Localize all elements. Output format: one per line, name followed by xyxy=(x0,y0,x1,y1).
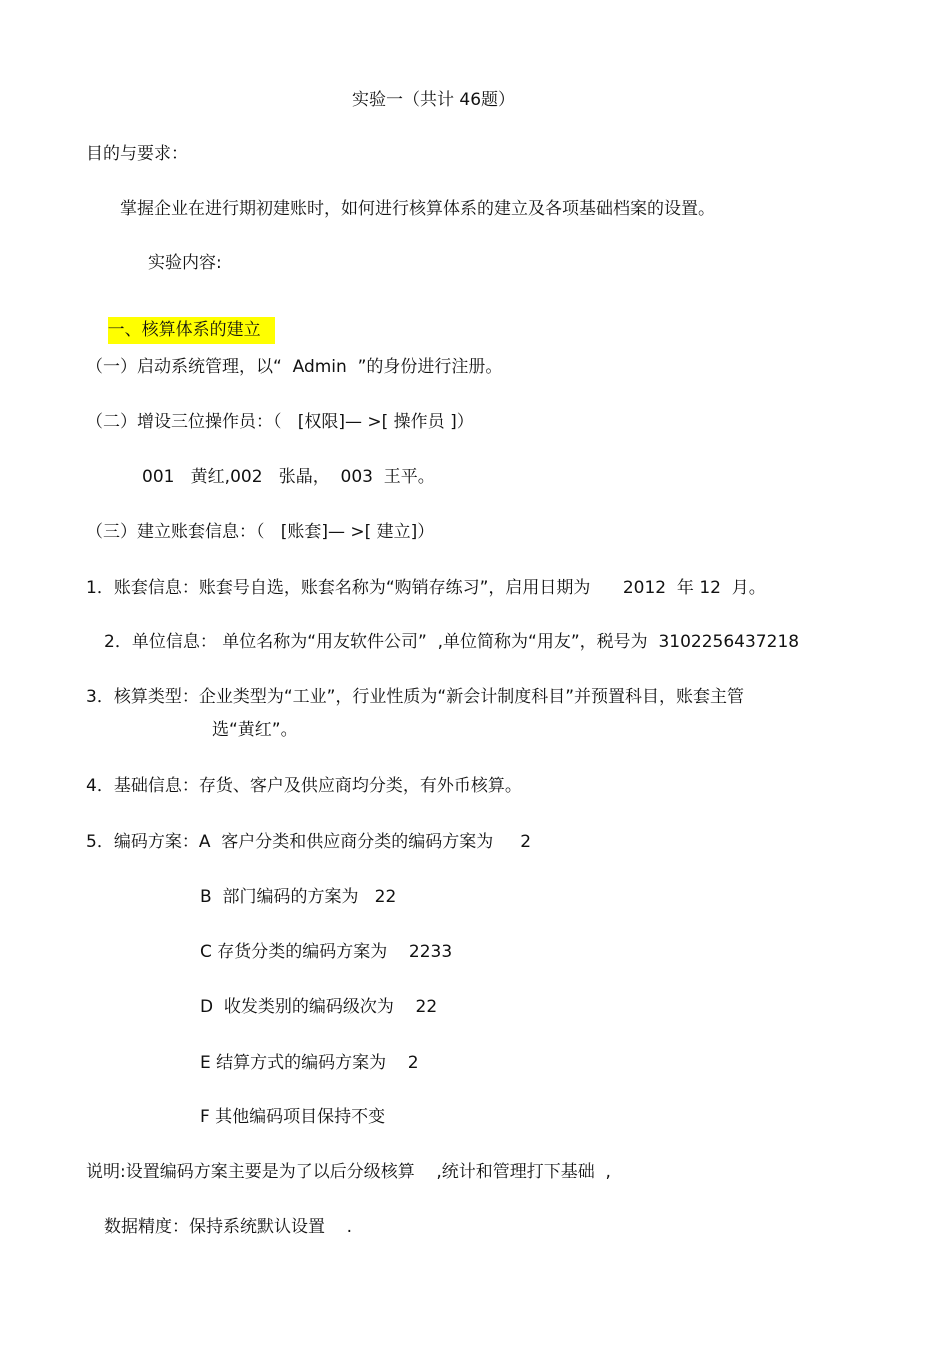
purpose-heading: 目的与要求： xyxy=(86,144,188,164)
step-basic-info: 4．基础信息：存货、客户及供应商均分类，有外币核算。 xyxy=(86,776,522,796)
note-text: 说明:设置编码方案主要是为了以后分级核算 ,统计和管理打下基础 , xyxy=(86,1162,611,1182)
item-start-system: （一）启动系统管理，以“ Admin ”的身份进行注册。 xyxy=(86,357,503,377)
item-add-operators: （二）增设三位操作员：（ [权限]— >[ 操作员 ]） xyxy=(86,412,474,432)
step-coding-scheme: 5．编码方案：A 客户分类和供应商分类的编码方案为 2 xyxy=(86,832,532,852)
step-accounting-type: 3．核算类型：企业类型为“工业”，行业性质为“新会计制度科目”并预置科目，账套主管 xyxy=(86,687,745,707)
purpose-text: 掌握企业在进行期初建账时，如何进行核算体系的建立及各项基础档案的设置。 xyxy=(120,199,715,219)
step-unit-info: 2．单位信息： 单位名称为“用友软件公司” ,单位简称为“用友”，税号为 3102256437218 xyxy=(104,632,800,652)
coding-scheme-e: E 结算方式的编码方案为 2 xyxy=(200,1053,419,1073)
coding-scheme-d: D 收发类别的编码级次为 22 xyxy=(200,997,438,1017)
step-account-info: 1．账套信息：账套号自选，账套名称为“购销存练习”，启用日期为 2012 年 12 月。 xyxy=(86,578,766,598)
item-operators-list: 001 黄红,002 张晶， 003 王平。 xyxy=(142,467,435,487)
item-create-account: （三）建立账套信息：（ [账套]— >[ 建立]） xyxy=(86,522,435,542)
content-heading: 实验内容: xyxy=(148,253,222,273)
section-heading-highlighted xyxy=(86,305,275,356)
coding-scheme-b: B 部门编码的方案为 22 xyxy=(200,887,397,907)
coding-scheme-c: C 存货分类的编码方案为 2233 xyxy=(200,942,453,962)
document-title: 实验一（共计 46题） xyxy=(352,90,516,110)
precision-text: 数据精度：保持系统默认设置 . xyxy=(104,1217,353,1237)
step-accounting-type-cont: 选“黄红”。 xyxy=(212,720,298,740)
section-heading-text: 一、核算体系的建立 xyxy=(108,317,275,344)
coding-scheme-f: F 其他编码项目保持不变 xyxy=(200,1107,386,1127)
